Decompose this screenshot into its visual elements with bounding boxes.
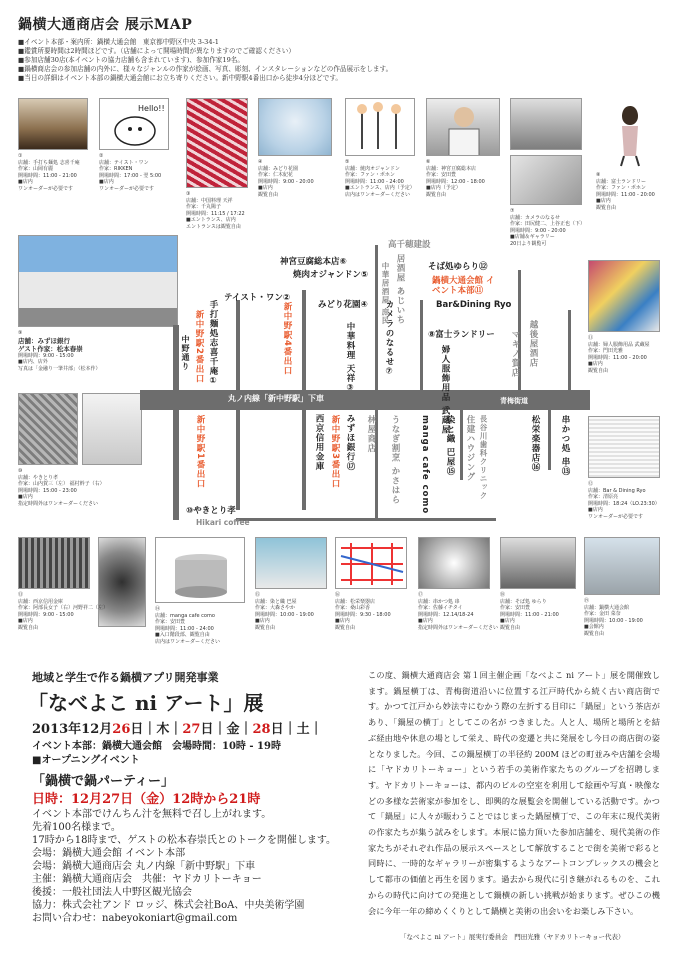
caption-artist: 作家：阿部長女子（右）河野祥二（左） [18, 605, 109, 611]
caption-note: 観覧自由 [426, 191, 447, 198]
caption-hours: 開場時間：9:30 - 18:00 [335, 611, 391, 618]
caption-shop: 店舗：カメラのなるせ [510, 214, 560, 221]
caption-artist: 作家：ファン・ボホン [596, 185, 646, 191]
caption-shop: 店舗：そば処 ゆらり [500, 598, 547, 605]
caption-shop: 店舗：鍋横大通会館 [584, 604, 630, 611]
caption-note: 20日より観覧可 [510, 240, 547, 247]
caption-extra: ■店内 [258, 185, 273, 191]
caption-mizuho [18, 330, 101, 372]
caption-artist: 作家：安田豊 [426, 172, 457, 178]
sheep-drawing [100, 99, 169, 150]
caption-note: 店内はワンオーダーください [345, 191, 411, 198]
caption-musashi [588, 335, 650, 374]
label-fuji: ⑧富士ランドリー [428, 330, 495, 340]
caption-extra: ■店内 [500, 618, 515, 624]
label-station2: 新中野駅2番出口 [194, 310, 204, 384]
nakano-dori-label: 中野通り [181, 335, 190, 371]
caption-note: 観覧自由 [335, 624, 356, 631]
caption-shop: 店舗：手打ち麺処 志喜千庵 [18, 159, 80, 166]
caption-extra: ■店内（予定） [426, 185, 461, 191]
caption-hours: 開場時間：11:00 - 21:00 [18, 172, 77, 179]
caption-no: ⑱ [500, 592, 506, 598]
caption-extra: ■店内 [335, 618, 350, 624]
date-week1: 日｜木｜ [130, 722, 183, 737]
photo-yakiniku [345, 98, 415, 156]
caption-bar [588, 481, 660, 520]
label-mizuho: みずほ銀行⑰ [345, 414, 355, 471]
caption-note: 観覧自由 [500, 624, 521, 631]
caption-no: ⑮ [255, 592, 261, 598]
label-hikari: Hikari coffee [196, 518, 250, 527]
caption-note: 写真は「金融り一筆井部」（松本作） [18, 365, 101, 372]
caption-hours: 開場時間：15:00 - 23:00 [18, 487, 77, 494]
label-manga: manga cafe como [420, 415, 430, 515]
caption-note: 指定時間外はワンオーダーください [18, 500, 99, 507]
header-notes [18, 38, 658, 83]
road-v6 [568, 310, 571, 390]
road-down1 [236, 410, 240, 510]
photo-mizuho [18, 235, 178, 327]
caption-yakitori [18, 468, 105, 507]
nakano-dori-road [173, 325, 179, 520]
caption-shop: 店舗：焼肉オジャンドン [345, 165, 400, 172]
label-kushi: 串かつ処 串⑬ [560, 415, 570, 476]
event-hq: イベント本部：鍋横大通会館 会場時間：10時 - 19時 [32, 741, 281, 752]
label-honbu: 鍋横大通会館 イベント本部⑪ [432, 276, 495, 296]
event-opening: ■オープニングイベント [32, 755, 140, 766]
label-izaka2: 中華居酒屋 庶民 [381, 262, 390, 326]
caption-artist: 作家：山内賀三（左） 福村幹子（右） [18, 481, 105, 487]
photo-laundry [600, 98, 660, 168]
label-tenshou: 中華料理 天祥③ [345, 322, 355, 394]
caption-midori [258, 159, 314, 198]
caption-note: 観覧自由 [18, 624, 39, 631]
caption-hours: 開場時間：12:00 - 18:00 [426, 178, 485, 185]
caption-no: ② [99, 153, 104, 159]
caption-hours: 開場時間：11:00 - 24:00 [345, 178, 404, 185]
date-day1: 26 [112, 722, 131, 737]
caption-no: ④ [258, 159, 263, 165]
caption-shop: 店舗：manga cafe como [155, 612, 215, 619]
caption-extra: ■店内 [18, 618, 33, 624]
caption-hours: 開場時間：9:00 - 20:00 [510, 227, 566, 234]
caption-extra: ■店内 [596, 198, 611, 204]
caption-note: 観覧自由 [584, 630, 605, 637]
caption-tenshou [186, 191, 245, 230]
caption-shop: 店舗：富士ランドリー [596, 178, 647, 185]
event-line: 協力：株式会社アンド ロッジ、株式会社BoA、中央美術学園 [32, 900, 305, 911]
caption-extra: ■店内 [18, 494, 33, 500]
event-line: 会場：鍋横大通会館 イベント本部 [32, 848, 186, 859]
photo-taste [99, 98, 169, 150]
note-line: ■参加店舗30店(本イベントの協力店舗も含まれています)、参加作家19名。 [18, 56, 244, 64]
road-down4 [460, 410, 463, 480]
note-line: ■鑑賞所要時間は2時間ほどです。（店舗によって開場時間が異なりますのでご確認ください） [18, 47, 295, 55]
road-v3 [375, 245, 378, 390]
label-saikyo: 西京信用金庫 [314, 414, 324, 471]
caption-manga [155, 606, 220, 645]
pot-drawing [156, 538, 245, 603]
photo-shou [335, 537, 407, 589]
caption-tofu [426, 159, 485, 198]
caption-hours: 開場時間：9:00 - 15:00 [18, 611, 74, 618]
caption-artist: 作家：桑山彩香 [335, 605, 371, 611]
caption-artist: ゲスト作家：松本春崇 [18, 344, 83, 353]
caption-note: ワンオーダーが必要です [18, 185, 74, 192]
caption-hours: 開場時間：11:00 - 24:00 [155, 625, 214, 632]
caption-hours: 開場時間：9:00 - 20:00 [258, 178, 314, 185]
date-day3: 28 [252, 722, 271, 737]
photo-kaikan [584, 537, 660, 595]
person-figure [427, 99, 500, 156]
caption-shop: 店舗：婦人服飾用品 武蔵屋 [588, 341, 650, 348]
caption-artist: 作家：安田豊 [155, 619, 186, 625]
label-shou: 松栄楽器店⑯ [530, 415, 540, 472]
event-line: 17時から18時まで、ゲストの松本春崇氏とのトークを開催します。 [32, 835, 337, 846]
caption-artist: 作家：千丸陽子 [186, 204, 222, 210]
label-some: 染と織 巴屋⑮ [445, 415, 455, 476]
figures-drawing [346, 99, 415, 156]
photo-teuchi [18, 98, 88, 150]
caption-note: 店内はワンオーダーください [155, 638, 221, 645]
caption-note: ワンオーダーが必要です [588, 513, 644, 520]
caption-hours: 開場時間：17:00 - 翌 5:00 [99, 172, 162, 179]
woman-figure [600, 98, 660, 168]
caption-extra: ■店内 [18, 179, 33, 185]
label-kyoyu: 長谷川歯科クリニック [479, 415, 488, 500]
photo-tenshou [186, 98, 248, 188]
photo-bar [588, 416, 660, 478]
caption-no: ⑫ [588, 481, 594, 487]
caption-artist: 作家：金田 菜奈 [584, 611, 621, 617]
event-description: この度、鍋横大通商店会 第１回主催企画「なべよこ ni アート」展を開催致します。鍋屋横丁は、青梅街道沿いに位置する江戸時代から続く古い商店街です。かつて江戸から妙法寺にむかう際の左折する目印に「鍋屋」という茶店があり、「鍋屋の横丁」としてこの名が つきました。人と人、場所と場所とを結ぶ経由地や休息の場として栄え、時代の変遷と共に発展をし今日の商店街の姿となりました。今回、この鍋屋横丁の半径約 200M ほどの町並みや店舗を会場に「ヤドカリトーキョー」という若手の美術作家たちのグループを招聘します。ヤドカリトーキョーは、都内のビルの空室を利用して絵画や写真・映像などの多様な芸術家が参加をし、即興的な展覧会を開催している活動です。かつて「鍋屋」に人々が賑わうことではじまった鍋屋横丁で、この年末に現代美術の作家たちが集う試みをします。本展に協力頂いた参加店舗を、現代美術の作家たちがそれぞれ作品の展示スペースとして解放することで街を美術で彩ると同時に、一時的なギャラリーが密集するようなアートコンプレックスの機会として都市の価値と再生を図ります。過去から現代に引き継がれるものを、これからの時代に向けての発進として鍋横の新しい挑戦が始まります。ぜひこの機会に今年一年の締めくくりとして鍋横と美術の出会いをお楽しみ下さい。 [368, 670, 660, 916]
caption-shop: 店舗：テイスト・ワン [99, 159, 149, 166]
event-lines [32, 808, 336, 925]
label-musashi: 婦人服飾用品 武蔵屋 [440, 345, 450, 435]
caption-shop: 店舗：Bar & Dining Ryo [588, 487, 646, 494]
caption-extra: ■会館内 [584, 624, 604, 630]
caption-no: ⑩ [18, 468, 23, 474]
aoume-label: 青梅街道 [500, 397, 528, 405]
caption-extra: ■店内 [588, 507, 603, 513]
photo-musashi [588, 260, 660, 332]
caption-kushi [418, 592, 498, 631]
caption-artist: 作家：大森さやか [255, 605, 296, 611]
caption-artist: 作家：ファン・ボホン [345, 172, 395, 178]
photo-yakitori-2 [82, 393, 142, 465]
event-line: イベント本部でけんちん汁を無料で召し上がれます。 [32, 809, 272, 820]
caption-no: ⑪ [588, 335, 594, 341]
photo-tofu [426, 98, 500, 156]
caption-some [255, 592, 314, 631]
caption-no: ⑰ [418, 592, 424, 598]
caption-shop: 店舗：やきとり孝 [18, 474, 59, 481]
caption-extra: ■店内 [418, 618, 433, 624]
label-izaka: 居酒屋 あじいち [395, 254, 405, 325]
caption-extra: ■店内 [255, 618, 270, 624]
caption-artist: 作家：田尻健二、上谷正也（下） [510, 221, 586, 227]
road-v2 [302, 290, 306, 390]
label-tofu: 神宮豆腐総本店⑥ [280, 257, 347, 267]
date-prefix: 2013年12月 [32, 722, 113, 737]
page-title: 鍋横大通商店会 展示MAP [18, 17, 193, 33]
label-jyuu: 住建ハウジング [465, 415, 475, 482]
subway-map [336, 538, 407, 589]
caption-shop: 店舗：中国料理 天祥 [186, 197, 233, 204]
caption-note: ワンオーダーが必要です [99, 185, 155, 192]
caption-note: 観覧自由 [588, 367, 609, 374]
caption-artist: 作家：山岡有麗 [18, 166, 54, 172]
caption-hours: 開場時間：10:00 - 19:00 [255, 611, 314, 618]
photo-yakitori-1 [18, 393, 78, 465]
label-soba: そば処ゆらり⑫ [428, 262, 488, 272]
caption-extra: ■店内 [588, 361, 603, 367]
caption-yakiniku [345, 159, 415, 198]
photo-camera [510, 98, 582, 150]
caption-no: ⑯ [335, 592, 341, 598]
caption-artist: 作家：RIKKEN [99, 166, 133, 172]
event-party: 「鍋横で鍋パーティー」 [32, 774, 174, 789]
road-v1 [236, 300, 240, 390]
caption-note: 観覧自由 [258, 191, 279, 198]
caption-laundry [596, 172, 655, 211]
caption-no: ⑤ [345, 159, 350, 165]
caption-artist: 作家：清原亮 [588, 494, 619, 500]
caption-note: 観覧自由 [596, 204, 617, 211]
road-h-bottom [236, 518, 496, 521]
caption-teuchi [18, 153, 80, 192]
event-title: 「なべよこ ni アート」展 [28, 691, 264, 715]
caption-no: ③ [186, 191, 191, 197]
caption-extra: ■店舗＆ギャラリー [510, 234, 555, 240]
label-rinrin: 林屋商店 [366, 415, 376, 453]
caption-no: ⑧ [596, 172, 601, 178]
caption-hours: 開場時間：9:00 - 15:00 [18, 352, 74, 359]
caption-no: ⑨ [18, 330, 23, 336]
caption-extra: ■エントランス、店内（予定） [345, 185, 415, 191]
label-etsu: 越後屋酒店 [528, 320, 538, 368]
label-bar: Bar&Dining Ryo [436, 300, 512, 310]
caption-no: ⑥ [426, 159, 431, 165]
event-party-date: 日時：12月27日（金）12時から21時 [32, 792, 261, 807]
caption-artist: 作家：安田豊 [500, 605, 531, 611]
label-station4: 新中野駅4番出口 [282, 302, 292, 376]
label-taste: テイスト・ワン② [224, 293, 291, 303]
caption-no: ① [18, 153, 23, 159]
label-makino: マキノ質店 [510, 330, 520, 378]
label-camera: カメラのなるせ⑦ [384, 300, 394, 378]
caption-extra: ■店内 [99, 179, 114, 185]
road-down5 [548, 410, 551, 470]
photo-kushi [418, 537, 490, 589]
caption-note: 観覧自由 [255, 624, 276, 631]
caption-extra: ■エントランス、店内 [186, 217, 236, 223]
note-line: ■イベント本部・案内所：鍋横大通会館 東京都中野区中央 3-34-1 [18, 38, 219, 46]
caption-shop: 店舗：松栄楽器店 [335, 598, 376, 605]
caption-artist: 作家：佐藤イチタイ [418, 605, 463, 611]
note-line: ■鍋横商店会の参加店舗の内外に、様々なジャンルの作家が絵画、写真、彫刻、インスタレーションなどの作品展示をします。 [18, 65, 393, 73]
label-yakitori: ⑩やきとり孝 [186, 506, 236, 516]
event-line: 先着100名様まで。 [32, 822, 121, 833]
caption-note: 指定時間外はワンオーダーください [418, 624, 499, 631]
date-day2: 27 [182, 722, 201, 737]
label-takahashi: 高千穂建設 [388, 240, 431, 250]
label-midori: みどり花園④ [318, 300, 368, 310]
caption-shop: 店舗：みどり花園 [258, 165, 299, 172]
caption-no: ⑭ [155, 606, 161, 612]
event-subtitle: 地域と学生で作る鍋横アプリ開発事業 [32, 671, 219, 684]
caption-hours: 開場時間：11:00 - 21:00 [500, 611, 559, 618]
photo-midori [258, 98, 332, 156]
caption-hours: 開場時間：11:00 - 20:00 [588, 354, 647, 361]
note-line: ■当日の詳細はイベント本部の鍋横大通会館にお立ち寄りください。新中野駅4番出口から徒歩4分ほどです。 [18, 74, 342, 82]
caption-kaikan [584, 598, 643, 637]
main-road-label: 丸ノ内線「新中野駅」下車 [228, 394, 324, 403]
event-date [32, 718, 323, 737]
caption-saikyo [18, 592, 108, 631]
photo-soba [500, 537, 576, 589]
road-down2 [302, 410, 306, 510]
event-signature: 「なべよこ ni アート」展実行委員会 門田光雅（ヤドカリトーキョー代表） [400, 933, 625, 941]
caption-shop: 店舗：染と織 巴屋 [255, 598, 297, 605]
photo-manga [155, 537, 245, 603]
caption-camera [510, 208, 585, 247]
caption-hours: 開場時間：12.14/18-24 [418, 611, 474, 618]
caption-shop: 店舗：みずほ銀行 [18, 336, 70, 345]
caption-shop: 店舗：串かつ処 串 [418, 598, 460, 605]
caption-shop: 店舗：西京信用金庫 [18, 598, 64, 605]
svg-text:Hello!!: Hello!! [138, 104, 165, 113]
caption-hours: 開場時間：11:00 - 20:00 [596, 191, 655, 198]
date-week2: 日｜金｜ [200, 722, 253, 737]
event-line: 後援：一般社団法人中野区観光協会 [32, 887, 192, 898]
caption-note: エントランスは観覧自由 [186, 223, 241, 230]
label-station1: 新中野駅1番出口 [195, 415, 205, 489]
photo-some [255, 537, 327, 589]
event-line: 主催：鍋横大通商店会 共催：ヤドカリトーキョー [32, 874, 262, 885]
caption-extra: ■入口階段部、観覧自由 [155, 632, 210, 638]
caption-no: ⑬ [18, 592, 24, 598]
caption-shop: 店舗：神宮豆腐総本店 [426, 165, 477, 172]
event-line: 会場：鍋横大通商店会 丸ノ内線「新中野駅」下車 [32, 861, 256, 872]
photo-saikyo [18, 537, 90, 589]
date-week3: 日｜土｜ [270, 722, 323, 737]
caption-soba [500, 592, 559, 631]
caption-hours: 開場時間：10:00 - 19:00 [584, 617, 643, 624]
label-teuchi: 手打麺処志喜千庵① [208, 300, 218, 387]
event-line: お問い合わせ：nabeyokoniart@gmail.com [32, 913, 238, 924]
road-v4 [420, 300, 423, 390]
label-yakiniku: 焼肉オジャンドン⑤ [293, 270, 369, 280]
label-station3: 新中野駅3番出口 [330, 415, 340, 489]
caption-extra: ■店内、店外 [18, 359, 48, 365]
caption-no: ⑲ [584, 598, 590, 604]
caption-artist: 作家：門田光雅 [588, 348, 624, 354]
caption-hours: 開場時間：11:15 / 17:22 [186, 210, 245, 217]
caption-taste [99, 153, 161, 192]
photo-camera-2 [510, 155, 582, 205]
caption-hours: 開場時間：18:24（LO.23:30） [588, 500, 660, 507]
caption-artist: 作家：仁木紀花 [258, 172, 294, 178]
caption-shou [335, 592, 391, 631]
caption-no: ⑦ [510, 208, 515, 214]
label-unagi: うなぎ割烹 かさはら [390, 415, 400, 505]
